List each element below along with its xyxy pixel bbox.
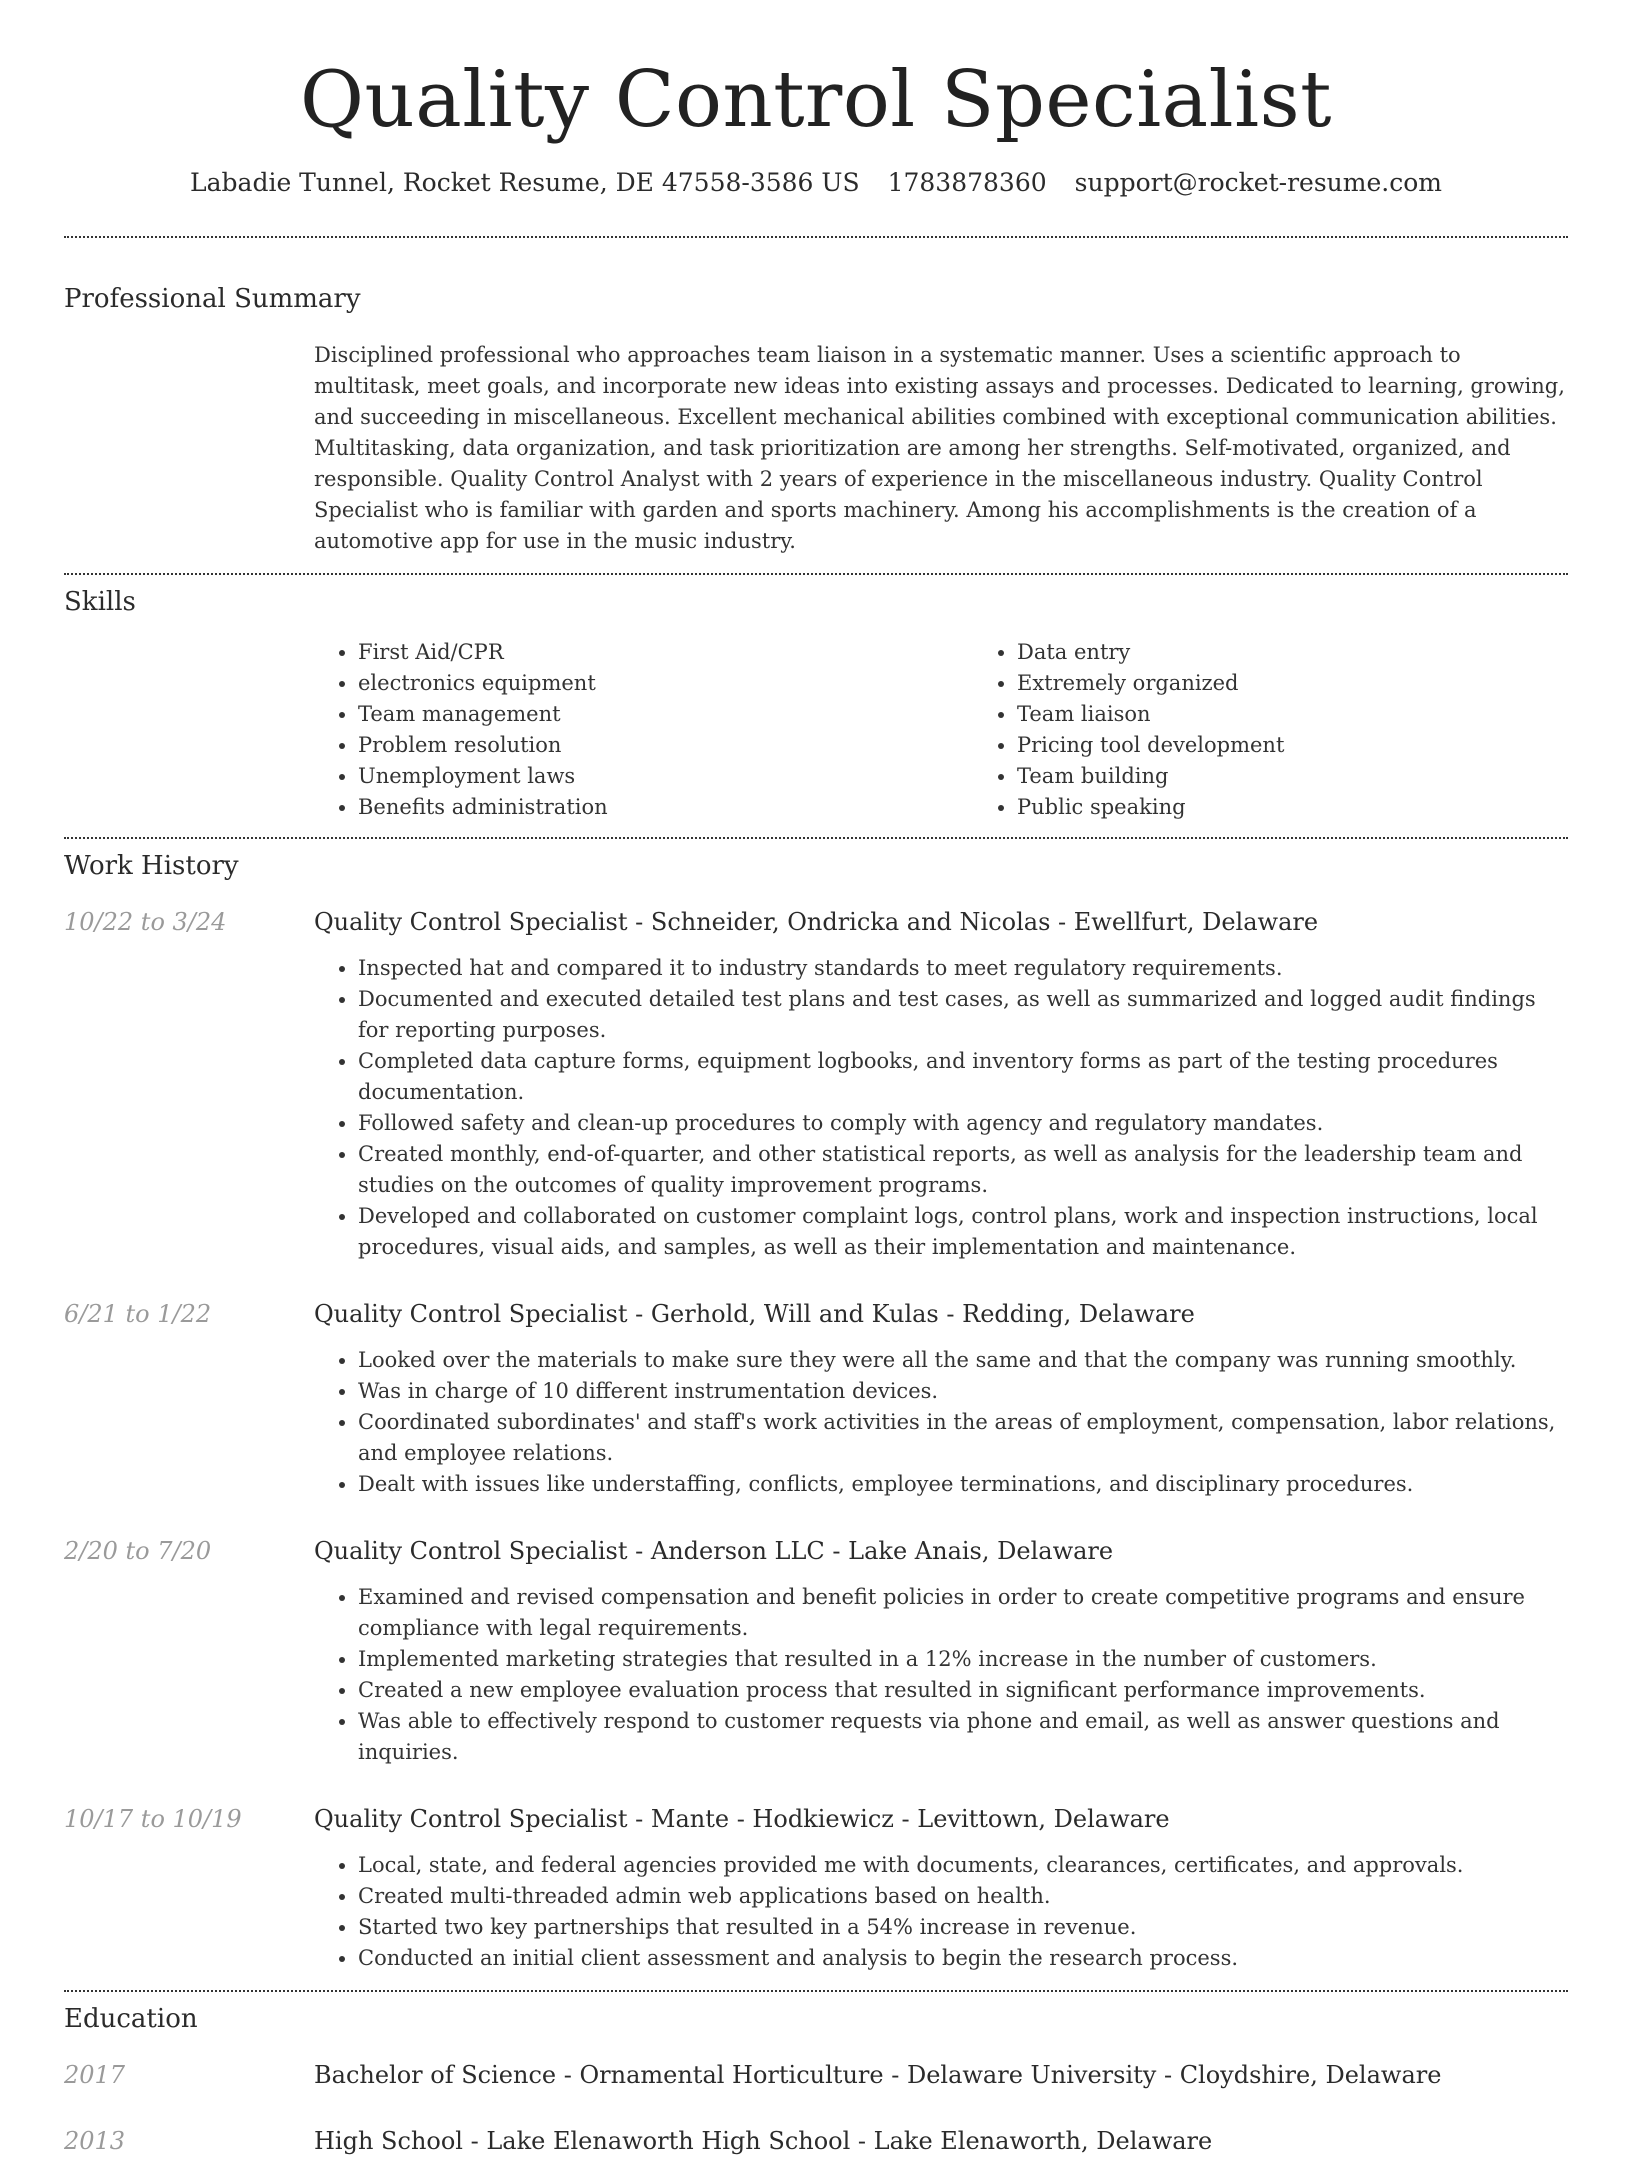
- section-title-education: Education: [64, 2004, 198, 2034]
- job-bullet: • Was able to effectively respond to customer requests via phone and email, as well as answer questions and inquiries.: [358, 1706, 1568, 1768]
- job-heading: Quality Control Specialist - Mante - Hodkiewicz - Levittown, Delaware: [314, 1805, 1170, 1833]
- skill-item: • Team building: [1017, 761, 1632, 792]
- contact-phone: 1783878360: [887, 168, 1047, 197]
- contact-line: [64, 166, 1568, 200]
- job-heading: Quality Control Specialist - Schneider, Ondricka and Nicolas - Ewellfurt, Delaware: [314, 908, 1319, 936]
- job-bullet: • Developed and collaborated on customer complaint logs, control plans, work and inspection instructions, local procedures, visual aids, and samples, as well as their implementation and maintenance.: [358, 1201, 1568, 1263]
- job-bullet: • Inspected hat and compared it to industry standards to meet regulatory requirements.: [358, 953, 1568, 984]
- education-year: 2013: [64, 2127, 126, 2155]
- job-bullets: [314, 1850, 1568, 1974]
- education-section: [64, 2002, 1568, 2158]
- job-bullet: • Conducted an initial client assessment and analysis to begin the research process.: [358, 1943, 1568, 1974]
- skill-item: • Problem resolution: [358, 730, 973, 761]
- skill-item: • Data entry: [1017, 637, 1632, 668]
- education-entry: [64, 2124, 1568, 2158]
- contact-address: Labadie Tunnel, Rocket Resume, DE 47558-3586 US: [190, 168, 860, 197]
- skill-item: • Team liaison: [1017, 699, 1632, 730]
- job-dates: 6/21 to 1/22: [64, 1300, 212, 1328]
- job-entry: [64, 1802, 1568, 1974]
- job-bullet: • Created a new employee evaluation process that resulted in significant performance improvements.: [358, 1675, 1568, 1706]
- job-bullets: [314, 1345, 1568, 1500]
- job-dates: 10/22 to 3/24: [64, 908, 227, 936]
- skill-item: • Public speaking: [1017, 792, 1632, 823]
- job-entry: [64, 1534, 1568, 1768]
- job-bullets: [314, 953, 1568, 1263]
- skill-item: • Extremely organized: [1017, 668, 1632, 699]
- job-bullet: • Followed safety and clean-up procedures to comply with agency and regulatory mandates.: [358, 1108, 1568, 1139]
- job-heading: Quality Control Specialist - Gerhold, Will and Kulas - Redding, Delaware: [314, 1300, 1195, 1328]
- skills-list-right: [973, 637, 1632, 823]
- education-text: High School - Lake Elenaworth High School - Lake Elenaworth, Delaware: [314, 2127, 1213, 2155]
- job-bullets: [314, 1582, 1568, 1768]
- divider: [64, 573, 1568, 575]
- resume-title: Quality Control Specialist: [300, 55, 1332, 145]
- resume-page: [64, 0, 1568, 2158]
- job-heading: Quality Control Specialist - Anderson LLC - Lake Anais, Delaware: [314, 1537, 1114, 1565]
- education-year: 2017: [64, 2061, 126, 2089]
- divider: [64, 236, 1568, 238]
- skill-item: • Benefits administration: [358, 792, 973, 823]
- job-bullet: • Dealt with issues like understaffing, conflicts, employee terminations, and disciplinary procedures.: [358, 1469, 1568, 1500]
- job-bullet: • Was in charge of 10 different instrumentation devices.: [358, 1376, 1568, 1407]
- job-bullet: • Local, state, and federal agencies provided me with documents, clearances, certificates, and approvals.: [358, 1850, 1568, 1881]
- job-dates: 2/20 to 7/20: [64, 1537, 212, 1565]
- skills-list-left: [314, 637, 973, 823]
- summary-section: [64, 282, 1568, 573]
- job-bullet: • Coordinated subordinates' and staff's work activities in the areas of employment, compensation, labor relations, and employee relations.: [358, 1407, 1568, 1469]
- job-bullet: • Implemented marketing strategies that resulted in a 12% increase in the number of customers.: [358, 1644, 1568, 1675]
- skill-item: • First Aid/CPR: [358, 637, 973, 668]
- education-entry: [64, 2058, 1568, 2092]
- work-section: [64, 849, 1568, 1974]
- job-entry: [64, 1297, 1568, 1500]
- summary-text: Disciplined professional who approaches team liaison in a systematic manner. Uses a scientific approach to multitask, meet goals, and incorporate new ideas into existing assays and processes. Dedicated to learning, growing, and succeeding in miscellaneous. Excellent mechanical abilities combined with exceptional communication abilities. Multitasking, data organization, and task prioritization are among her strengths. Self-motivated, organized, and responsible. Quality Control Analyst with 2 years of experience in the miscellaneous industry. Quality Control Specialist who is familiar with garden and sports machinery. Among his accomplishments is the creation of a automotive app for use in the music industry.: [314, 343, 1565, 553]
- job-bullet: • Documented and executed detailed test plans and test cases, as well as summarized and logged audit findings for reporting purposes.: [358, 984, 1568, 1046]
- job-bullet: • Created multi-threaded admin web applications based on health.: [358, 1881, 1568, 1912]
- contact-email[interactable]: support@rocket-resume.com: [1074, 168, 1442, 197]
- skills-section: [64, 585, 1568, 837]
- job-bullet: • Completed data capture forms, equipment logbooks, and inventory forms as part of the testing procedures documentation.: [358, 1046, 1568, 1108]
- section-title-summary: Professional Summary: [64, 284, 361, 314]
- section-title-skills: Skills: [64, 587, 136, 617]
- job-bullet: • Started two key partnerships that resulted in a 54% increase in revenue.: [358, 1912, 1568, 1943]
- job-bullet: • Created monthly, end-of-quarter, and other statistical reports, as well as analysis for the leadership team and studies on the outcomes of quality improvement programs.: [358, 1139, 1568, 1201]
- skill-item: • Unemployment laws: [358, 761, 973, 792]
- divider: [64, 837, 1568, 839]
- job-dates: 10/17 to 10/19: [64, 1805, 242, 1833]
- job-bullet: • Looked over the materials to make sure they were all the same and that the company was running smoothly.: [358, 1345, 1568, 1376]
- skill-item: • Pricing tool development: [1017, 730, 1632, 761]
- section-title-work: Work History: [64, 851, 239, 881]
- skill-item: • electronics equipment: [358, 668, 973, 699]
- skill-item: • Team management: [358, 699, 973, 730]
- job-bullet: • Examined and revised compensation and benefit policies in order to create competitive programs and ensure compliance with legal requirements.: [358, 1582, 1568, 1644]
- divider: [64, 1990, 1568, 1992]
- job-entry: [64, 905, 1568, 1263]
- education-text: Bachelor of Science - Ornamental Horticulture - Delaware University - Cloydshire, Delaware: [314, 2061, 1442, 2089]
